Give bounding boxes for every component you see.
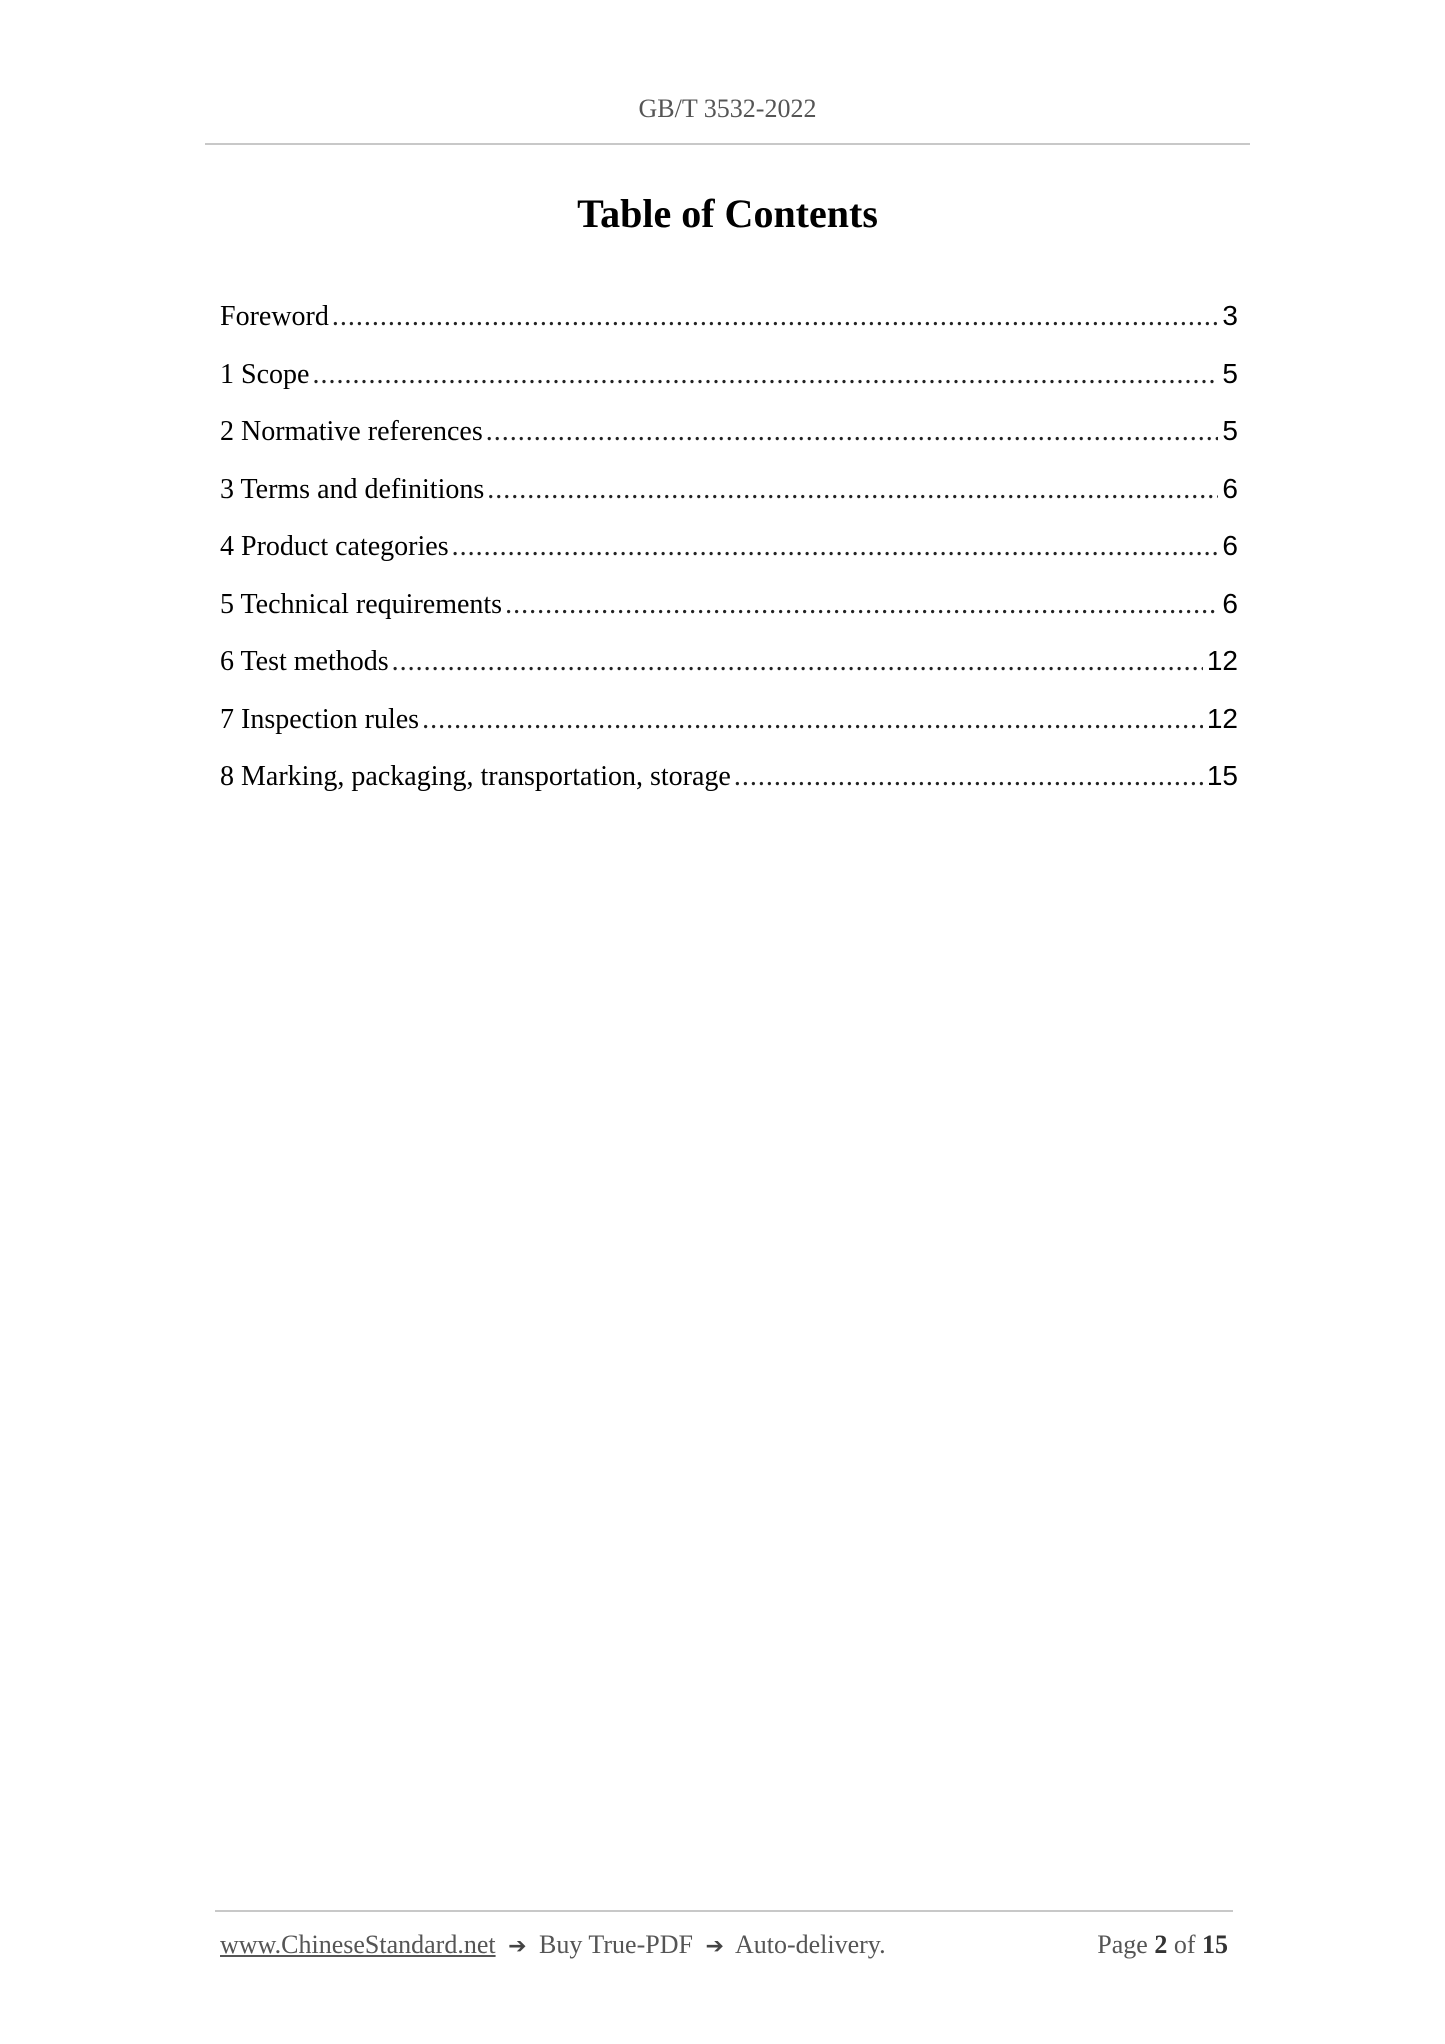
toc-entry-page: 12 (1206, 645, 1238, 676)
toc-leader-dots (332, 301, 1219, 333)
toc-entry-label: 8 Marking, packaging, transportation, storage (220, 761, 731, 792)
page-header-standard-id: GB/T 3532-2022 (638, 94, 817, 123)
page-footer (220, 1930, 1228, 1960)
toc-entry-page: 5 (1222, 357, 1238, 389)
toc-leader-dots (505, 589, 1218, 621)
page-total: 15 (1202, 1930, 1228, 1959)
toc-entry-foreword[interactable] (220, 300, 1238, 358)
site-link[interactable]: www.ChineseStandard.net (220, 1930, 496, 1959)
toc-leader-dots (486, 416, 1219, 448)
toc-entry-page: 15 (1206, 760, 1238, 791)
toc-entry-label: 3 Terms and definitions (220, 473, 485, 505)
toc-entry-marking-packaging[interactable] (220, 760, 1238, 818)
toc-entry-page: 6 (1222, 472, 1238, 504)
right-arrow-icon: ➔ (508, 1934, 527, 1959)
toc-entry-page: 3 (1222, 300, 1238, 331)
toc-entry-page: 6 (1222, 530, 1238, 561)
toc-entry-page: 5 (1222, 415, 1238, 446)
header-divider (205, 143, 1250, 145)
page-current: 2 (1154, 1930, 1168, 1959)
footer-step-buy: Buy True-PDF (539, 1930, 693, 1959)
toc-leader-dots (734, 761, 1203, 793)
toc-entry-label: 7 Inspection rules (220, 703, 420, 735)
toc-entry-label: Foreword (220, 301, 329, 332)
toc-entry-page: 6 (1222, 587, 1238, 619)
toc-entry-test-methods[interactable] (220, 645, 1238, 703)
footer-promo (220, 1930, 886, 1960)
page-prefix: Page (1097, 1930, 1148, 1959)
toc-entry-label: 5 Technical requirements (220, 588, 503, 620)
page-of: of (1173, 1930, 1196, 1959)
toc-entry-page: 12 (1206, 702, 1238, 734)
toc-entry-label: 1 Scope (220, 358, 310, 390)
toc-entry-label: 6 Test methods (220, 646, 389, 677)
toc-leader-dots (487, 474, 1218, 506)
toc-title: Table of Contents (577, 191, 878, 236)
toc-entry-inspection-rules[interactable] (220, 703, 1238, 761)
toc-leader-dots (452, 531, 1219, 563)
toc-entry-product-categories[interactable] (220, 530, 1238, 588)
toc-entry-technical-requirements[interactable] (220, 588, 1238, 646)
toc-leader-dots (422, 704, 1203, 736)
toc-entry-scope[interactable] (220, 358, 1238, 416)
toc-entry-terms-and-definitions[interactable] (220, 473, 1238, 531)
footer-divider (215, 1910, 1233, 1912)
footer-step-delivery: Auto-delivery. (734, 1930, 886, 1959)
toc-leader-dots (312, 359, 1218, 391)
toc-entry-label: 2 Normative references (220, 416, 483, 447)
page-number (1097, 1930, 1228, 1960)
right-arrow-icon: ➔ (705, 1934, 724, 1959)
toc-entry-normative-references[interactable] (220, 415, 1238, 473)
toc-list (220, 300, 1238, 818)
toc-entry-label: 4 Product categories (220, 531, 449, 562)
toc-leader-dots (392, 646, 1203, 678)
